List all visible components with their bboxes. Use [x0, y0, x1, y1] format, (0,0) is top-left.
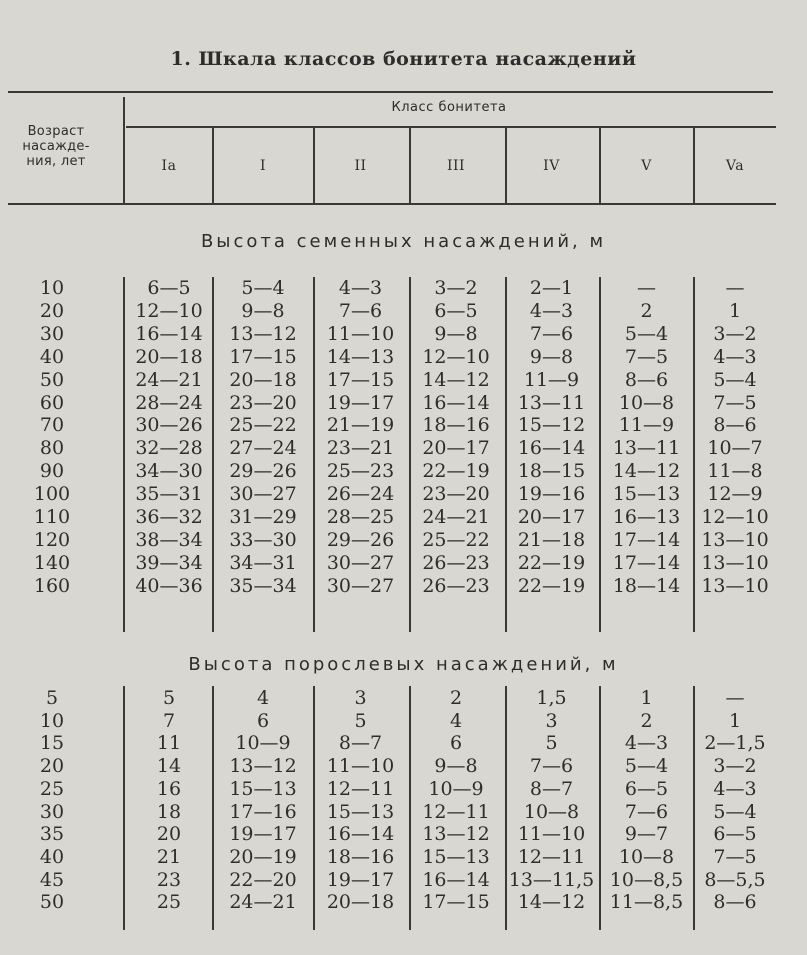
- height-cell: 5—4: [713, 801, 757, 823]
- age-cell: 40: [39, 346, 65, 368]
- height-cell: 13—10: [701, 552, 769, 574]
- height-cell: 3—2: [713, 755, 757, 777]
- height-cell: 11—8,5: [609, 891, 684, 913]
- age-cell: 40: [39, 846, 65, 868]
- height-cell: 35—31: [135, 483, 203, 505]
- height-cell: 11—8: [707, 460, 763, 482]
- height-cell: 6—5: [147, 277, 191, 299]
- height-cell: 4—3: [624, 732, 669, 754]
- table-row: [0, 369, 807, 392]
- height-cell: 35—34: [229, 575, 297, 597]
- table-row: [0, 529, 807, 552]
- height-cell: 12—9: [707, 483, 763, 505]
- height-cell: 6: [449, 732, 463, 754]
- height-cell: 2—1: [529, 277, 574, 299]
- height-cell: 20—18: [135, 346, 203, 368]
- height-cell: 26—24: [326, 483, 395, 505]
- height-cell: 8—6: [713, 891, 757, 913]
- height-cell: 13—11: [517, 392, 586, 414]
- height-cell: 34—30: [135, 460, 203, 482]
- height-cell: 13—12: [229, 755, 297, 777]
- height-cell: 28—25: [326, 506, 395, 528]
- height-cell: 2: [449, 687, 463, 709]
- height-cell: 20: [156, 823, 182, 845]
- class-group-header: Класс бонитета: [391, 100, 507, 115]
- height-cell: 14—12: [517, 891, 586, 913]
- height-cell: 36—32: [135, 506, 203, 528]
- height-cell: 16—13: [612, 506, 681, 528]
- height-cell: 12—11: [517, 846, 586, 868]
- height-cell: 11—10: [517, 823, 586, 845]
- age-cell: 30: [39, 801, 65, 823]
- height-cell: —: [637, 277, 656, 299]
- age-header-line: Возраст: [27, 124, 85, 139]
- height-cell: 29—26: [326, 529, 395, 551]
- age-cell: 60: [39, 392, 65, 414]
- height-cell: 23—20: [229, 392, 297, 414]
- table-row: [0, 414, 807, 437]
- height-cell: 1,5: [536, 687, 567, 709]
- height-cell: 18—14: [612, 575, 681, 597]
- table-row: [0, 869, 807, 892]
- height-cell: 3—2: [434, 277, 478, 299]
- height-cell: 14—13: [326, 346, 395, 368]
- height-cell: 6—5: [713, 823, 757, 845]
- height-cell: 16—14: [517, 437, 586, 459]
- table-row: [0, 575, 807, 598]
- height-cell: 29—26: [229, 460, 297, 482]
- height-cell: 14: [156, 755, 182, 777]
- height-cell: 17—16: [229, 801, 297, 823]
- height-cell: 24—21: [422, 506, 490, 528]
- height-cell: 7—6: [338, 300, 383, 322]
- table-row: [0, 891, 807, 914]
- height-cell: 5—4: [713, 369, 757, 391]
- table-row: [0, 506, 807, 529]
- height-cell: 3—2: [713, 323, 757, 345]
- table-row: [0, 846, 807, 869]
- height-cell: 7—6: [624, 801, 669, 823]
- height-cell: 10—9: [235, 732, 291, 754]
- height-cell: 4: [256, 687, 270, 709]
- height-cell: 20—17: [422, 437, 490, 459]
- height-cell: 5: [162, 687, 176, 709]
- height-cell: 31—29: [229, 506, 297, 528]
- height-cell: 11—10: [326, 755, 395, 777]
- height-cell: 8—5,5: [704, 869, 766, 891]
- height-cell: 21—18: [517, 529, 586, 551]
- class-column-header: II: [354, 158, 367, 174]
- height-cell: 18—15: [517, 460, 586, 482]
- height-cell: 8—7: [338, 732, 383, 754]
- height-cell: 9—8: [434, 323, 478, 345]
- height-cell: 1: [640, 687, 653, 709]
- age-cell: 35: [39, 823, 65, 845]
- height-cell: 5—4: [624, 323, 669, 345]
- height-cell: 15—12: [517, 414, 586, 436]
- table-title: 1. Шкала классов бонитета насаждений: [170, 48, 637, 70]
- height-cell: 17—14: [612, 529, 681, 551]
- height-cell: 26—23: [422, 552, 490, 574]
- height-cell: 38—34: [135, 529, 203, 551]
- section-title: Высота семенных насаждений, м: [200, 231, 607, 252]
- height-cell: 23—20: [422, 483, 490, 505]
- height-cell: 13—10: [701, 575, 769, 597]
- height-cell: 10—8: [618, 846, 675, 868]
- age-header-line: ния, лет: [26, 154, 86, 169]
- height-cell: 9—8: [434, 755, 478, 777]
- height-cell: 3: [354, 687, 367, 709]
- height-cell: 9—7: [624, 823, 669, 845]
- age-cell: 140: [33, 552, 71, 574]
- height-cell: 10—8: [618, 392, 675, 414]
- height-cell: 25: [156, 891, 182, 913]
- height-cell: 30—27: [326, 575, 395, 597]
- height-cell: 2—1,5: [704, 732, 766, 754]
- table-row: [0, 392, 807, 415]
- height-cell: 6—5: [434, 300, 478, 322]
- height-cell: 23—21: [326, 437, 395, 459]
- table-row: [0, 687, 807, 710]
- height-cell: 14—12: [422, 369, 490, 391]
- age-cell: 50: [39, 369, 65, 391]
- table-row: [0, 437, 807, 460]
- class-column-header: Va: [725, 158, 745, 174]
- height-cell: 9—8: [241, 300, 285, 322]
- height-cell: 5: [545, 732, 558, 754]
- height-cell: 19—17: [326, 869, 395, 891]
- age-header-line: насажде-: [22, 139, 90, 154]
- height-cell: 14—12: [612, 460, 681, 482]
- height-cell: 10—8,5: [609, 869, 684, 891]
- table-row: [0, 300, 807, 323]
- height-cell: 28—24: [135, 392, 203, 414]
- table-row: [0, 755, 807, 778]
- height-cell: 17—15: [229, 346, 297, 368]
- height-cell: 13—11,5: [508, 869, 595, 891]
- height-cell: 7—6: [529, 323, 574, 345]
- height-cell: 26—23: [422, 575, 490, 597]
- height-cell: 18: [156, 801, 182, 823]
- class-column-header: I: [259, 158, 267, 174]
- height-cell: 15—13: [612, 483, 681, 505]
- class-column-header: III: [446, 158, 466, 174]
- height-cell: 32—28: [135, 437, 203, 459]
- height-cell: 7—5: [624, 346, 669, 368]
- age-cell: 30: [39, 323, 65, 345]
- height-cell: 4—3: [529, 300, 574, 322]
- header-top-rule: [8, 91, 773, 93]
- height-cell: 21: [156, 846, 182, 868]
- height-cell: 30—27: [326, 552, 395, 574]
- height-cell: 5—4: [241, 277, 285, 299]
- class-column-header: IV: [543, 158, 560, 174]
- header-column-divider: [123, 97, 125, 204]
- header-class-rule: [126, 126, 776, 128]
- height-cell: 6—5: [624, 778, 669, 800]
- height-cell: 39—34: [135, 552, 203, 574]
- age-cell: 15: [39, 732, 65, 754]
- height-cell: 11: [156, 732, 182, 754]
- age-cell: 25: [39, 778, 65, 800]
- age-cell: 80: [39, 437, 65, 459]
- height-cell: 22—20: [229, 869, 297, 891]
- table-row: [0, 778, 807, 801]
- height-cell: 10—7: [707, 437, 763, 459]
- age-cell: 20: [39, 755, 65, 777]
- height-cell: 12—10: [422, 346, 490, 368]
- table-row: [0, 483, 807, 506]
- height-cell: 12—11: [422, 801, 490, 823]
- height-cell: 12—11: [326, 778, 395, 800]
- height-cell: 16—14: [326, 823, 395, 845]
- age-cell: 10: [39, 277, 65, 299]
- height-cell: 15—13: [326, 801, 395, 823]
- height-cell: 15—13: [229, 778, 297, 800]
- age-cell: 160: [33, 575, 71, 597]
- height-cell: 15—13: [422, 846, 490, 868]
- age-cell: 45: [39, 869, 65, 891]
- height-cell: 7: [162, 710, 176, 732]
- age-cell: 110: [33, 506, 71, 528]
- height-cell: 11—10: [326, 323, 395, 345]
- height-cell: 17—14: [612, 552, 681, 574]
- table-row: [0, 277, 807, 300]
- height-cell: 17—15: [422, 891, 490, 913]
- height-cell: 10—9: [428, 778, 484, 800]
- height-cell: 7—6: [529, 755, 574, 777]
- height-cell: 13—10: [701, 529, 769, 551]
- height-cell: 4—3: [713, 346, 757, 368]
- class-column-header: V: [641, 158, 652, 174]
- height-cell: —: [725, 687, 745, 709]
- height-cell: 9—8: [529, 346, 574, 368]
- height-cell: 5: [354, 710, 367, 732]
- height-cell: 5—4: [624, 755, 669, 777]
- height-cell: 4—3: [338, 277, 383, 299]
- height-cell: 16—14: [135, 323, 203, 345]
- height-cell: 4: [449, 710, 463, 732]
- height-cell: 25—22: [229, 414, 297, 436]
- height-cell: 27—24: [229, 437, 297, 459]
- height-cell: 16—14: [422, 869, 490, 891]
- height-cell: 13—12: [422, 823, 490, 845]
- height-cell: 19—16: [517, 483, 586, 505]
- table-row: [0, 823, 807, 846]
- table-row: [0, 346, 807, 369]
- height-cell: 7—5: [713, 846, 757, 868]
- height-cell: 13—12: [229, 323, 297, 345]
- table-row: [0, 732, 807, 755]
- height-cell: 1: [728, 300, 742, 322]
- height-cell: 19—17: [326, 392, 395, 414]
- age-cell: 50: [39, 891, 65, 913]
- height-cell: 30—27: [229, 483, 297, 505]
- height-cell: 33—30: [229, 529, 297, 551]
- age-cell: 120: [33, 529, 71, 551]
- height-cell: 19—17: [229, 823, 297, 845]
- height-cell: 4—3: [713, 778, 757, 800]
- age-cell: 90: [39, 460, 65, 482]
- height-cell: 25—22: [422, 529, 490, 551]
- height-cell: 16—14: [422, 392, 490, 414]
- height-cell: 34—31: [229, 552, 297, 574]
- height-cell: 22—19: [422, 460, 490, 482]
- table-row: [0, 552, 807, 575]
- height-cell: 2: [640, 710, 653, 732]
- height-cell: 17—15: [326, 369, 395, 391]
- height-cell: 18—16: [326, 846, 395, 868]
- age-column-header: [2, 124, 110, 169]
- height-cell: 8—6: [624, 369, 669, 391]
- age-cell: 5: [45, 687, 59, 709]
- height-cell: 20—19: [229, 846, 297, 868]
- table-row: [0, 323, 807, 346]
- age-cell: 70: [39, 414, 65, 436]
- height-cell: 20—18: [229, 369, 297, 391]
- height-cell: 40—36: [135, 575, 203, 597]
- table-row: [0, 710, 807, 733]
- height-cell: 20—18: [326, 891, 395, 913]
- height-cell: 1: [728, 710, 742, 732]
- height-cell: 11—9: [523, 369, 580, 391]
- height-cell: 11—9: [618, 414, 675, 436]
- table-row: [0, 801, 807, 824]
- age-cell: 20: [39, 300, 65, 322]
- height-cell: 18—16: [422, 414, 490, 436]
- height-cell: 7—5: [713, 392, 757, 414]
- height-cell: 13—11: [612, 437, 681, 459]
- height-cell: 12—10: [135, 300, 203, 322]
- height-cell: 8—7: [529, 778, 574, 800]
- age-cell: 10: [39, 710, 65, 732]
- height-cell: 2: [640, 300, 653, 322]
- height-cell: 8—6: [713, 414, 757, 436]
- height-cell: 12—10: [701, 506, 769, 528]
- class-column-header: Ia: [161, 158, 177, 174]
- table-row: [0, 460, 807, 483]
- height-cell: 3: [545, 710, 558, 732]
- height-cell: 20—17: [517, 506, 586, 528]
- height-cell: —: [725, 277, 745, 299]
- height-cell: 22—19: [517, 552, 586, 574]
- height-cell: 24—21: [135, 369, 203, 391]
- height-cell: 22—19: [517, 575, 586, 597]
- height-cell: 24—21: [229, 891, 297, 913]
- height-cell: 23: [156, 869, 182, 891]
- age-cell: 100: [33, 483, 71, 505]
- height-cell: 10—8: [523, 801, 580, 823]
- section-title: Высота порослевых насаждений, м: [188, 654, 619, 675]
- height-cell: 16: [156, 778, 182, 800]
- height-cell: 25—23: [326, 460, 395, 482]
- height-cell: 6: [256, 710, 270, 732]
- height-cell: 30—26: [135, 414, 203, 436]
- height-cell: 21—19: [326, 414, 395, 436]
